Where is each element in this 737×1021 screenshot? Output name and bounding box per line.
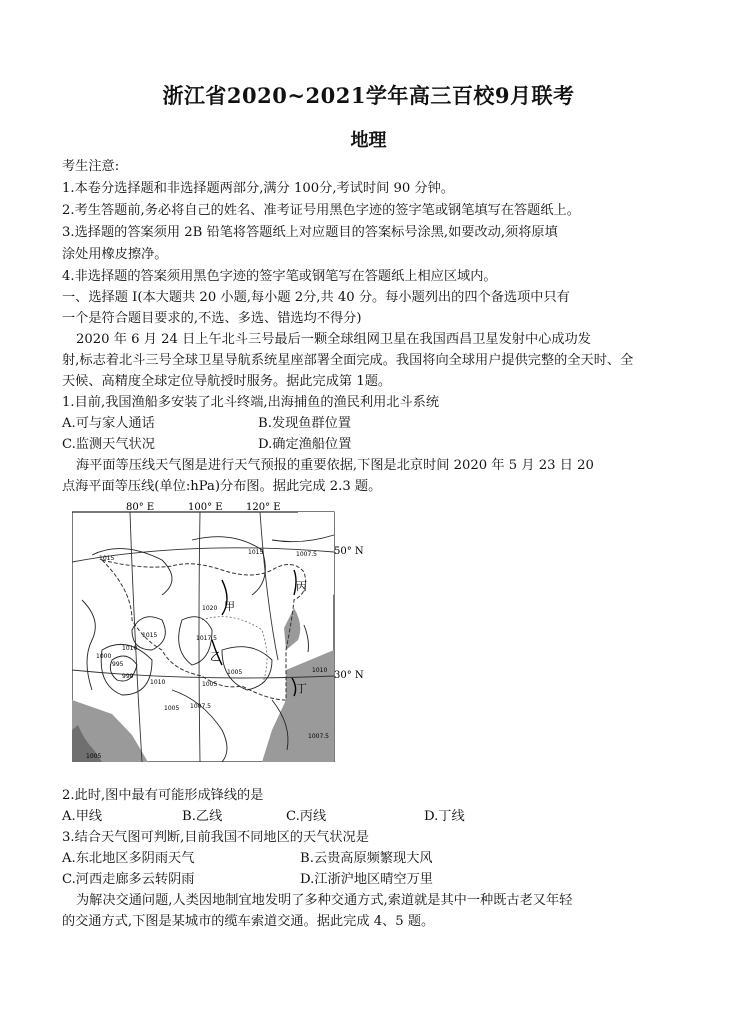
passage-text: 为解决交通问题,人类因地制宜地发明了多种交通方式,索道就是其中一种既古老又年轻 [76, 893, 573, 908]
passage-text: 的交通方式,下图是某城市的缆车索道交通。据此完成 4、5 题。 [62, 914, 435, 929]
section-heading-cont: 一个是符合题目要求的,不选、多选、错选均不得分) [62, 311, 362, 326]
front-mark-bing: 丙 [296, 580, 307, 593]
notice-item: 4.非选择题的答案须用黑色字迹的签字笔或钢笔写在答题纸上相应区域内。 [62, 269, 497, 284]
isobar-weather-map [72, 500, 364, 762]
isobar-label: 1020 [202, 605, 218, 612]
option-c: C.丙线 [286, 809, 327, 824]
lat-label: 50° N [334, 546, 364, 557]
passage-text: 点海平面等压线(单位:hPa)分布图。据此完成 2.3 题。 [62, 479, 382, 494]
front-mark-jia: 甲 [224, 600, 235, 613]
notice-item: 3.选择题的答案须用 2B 铅笔将答题纸上对应题目的答案标号涂黑,如要改动,须将原填 [62, 225, 558, 240]
isobar-label: 990 [122, 673, 134, 680]
notice-item: 1.本卷分选择题和非选择题两部分,满分 100分,考试时间 90 分钟。 [62, 181, 454, 196]
passage-text: 天候、高精度全球定位导航授时服务。据此完成第 1题。 [62, 374, 392, 389]
passage-text: 2020 年 6 月 24 日上午北斗三号最后一颗全球组网卫星在我国西昌卫星发射中心成功发 [76, 332, 591, 347]
option-a: A.东北地区多阴雨天气 [62, 851, 195, 866]
option-b: B.云贵高原频繁现大风 [300, 851, 433, 866]
isobar-label: 1010 [312, 667, 328, 674]
isobar-label: 1007.5 [190, 703, 211, 710]
exam-title: 浙江省2020~2021学年高三百校9月联考 [162, 83, 575, 108]
question-stem: 2.此时,图中最有可能形成锋线的是 [62, 788, 264, 803]
option-a: A.甲线 [62, 809, 103, 824]
lon-label: 80° E [126, 502, 155, 513]
option-d: D.确定渔船位置 [258, 437, 352, 452]
isobar-label: 1015 [99, 555, 115, 562]
isobar-label: 1015 [248, 549, 264, 556]
question-stem: 1.目前,我国渔船多安装了北斗终端,出海捕鱼的渔民利用北斗系统 [62, 395, 440, 410]
notice-item: 2.考生答题前,务必将自己的姓名、准考证号用黑色字迹的签字笔或钢笔填写在答题纸上。 [62, 203, 580, 218]
passage-text: 海平面等压线天气图是进行天气预报的重要依据,下图是北京时间 2020 年 5 月 23 日 20 [76, 458, 594, 473]
option-c: C.河西走廊多云转阴雨 [62, 872, 195, 887]
notice-heading: 考生注意: [62, 159, 120, 174]
lon-label: 100° E [188, 502, 223, 513]
isobar-label: 1005 [86, 753, 102, 760]
front-mark-yi: 乙 [210, 650, 221, 663]
isobar-label: 1005 [164, 705, 180, 712]
lon-label: 120° E [246, 502, 281, 513]
section-heading: 一、选择题 I(本大题共 20 小题,每小题 2分,共 40 分。每小题列出的四个备选项中只有 [62, 290, 570, 305]
lat-label: 30° N [334, 670, 364, 681]
notice-item: 涂处用橡皮擦净。 [62, 247, 168, 262]
isobar-label: 1005 [202, 681, 218, 688]
isobar-label: 1007.5 [296, 551, 317, 558]
subject-title: 地理 [350, 130, 387, 151]
isobar-label: 1010 [122, 645, 138, 652]
option-b: B.发现鱼群位置 [258, 416, 352, 431]
question-stem: 3.结合天气图可判断,目前我国不同地区的天气状况是 [62, 830, 369, 845]
isobar-label: 995 [112, 661, 124, 668]
option-d: D.江浙沪地区晴空万里 [300, 872, 433, 887]
option-a: A.可与家人通话 [62, 416, 155, 431]
isobar-label: 1015 [142, 632, 158, 639]
front-mark-ding: 丁 [296, 682, 307, 695]
isobar-label: 1010 [150, 679, 166, 686]
isobar-label: 1000 [96, 653, 112, 660]
isobar-label: 1007.5 [308, 733, 329, 740]
option-d: D.丁线 [424, 809, 465, 824]
isobar-label: 1017.5 [196, 635, 217, 642]
option-c: C.监测天气状况 [62, 437, 155, 452]
passage-text: 射,标志着北斗三号全球卫星导航系统星座部署全面完成。我国将向全球用户提供完整的全天时、全 [62, 353, 634, 368]
option-b: B.乙线 [182, 809, 223, 824]
isobar-label: 1005 [227, 669, 243, 676]
